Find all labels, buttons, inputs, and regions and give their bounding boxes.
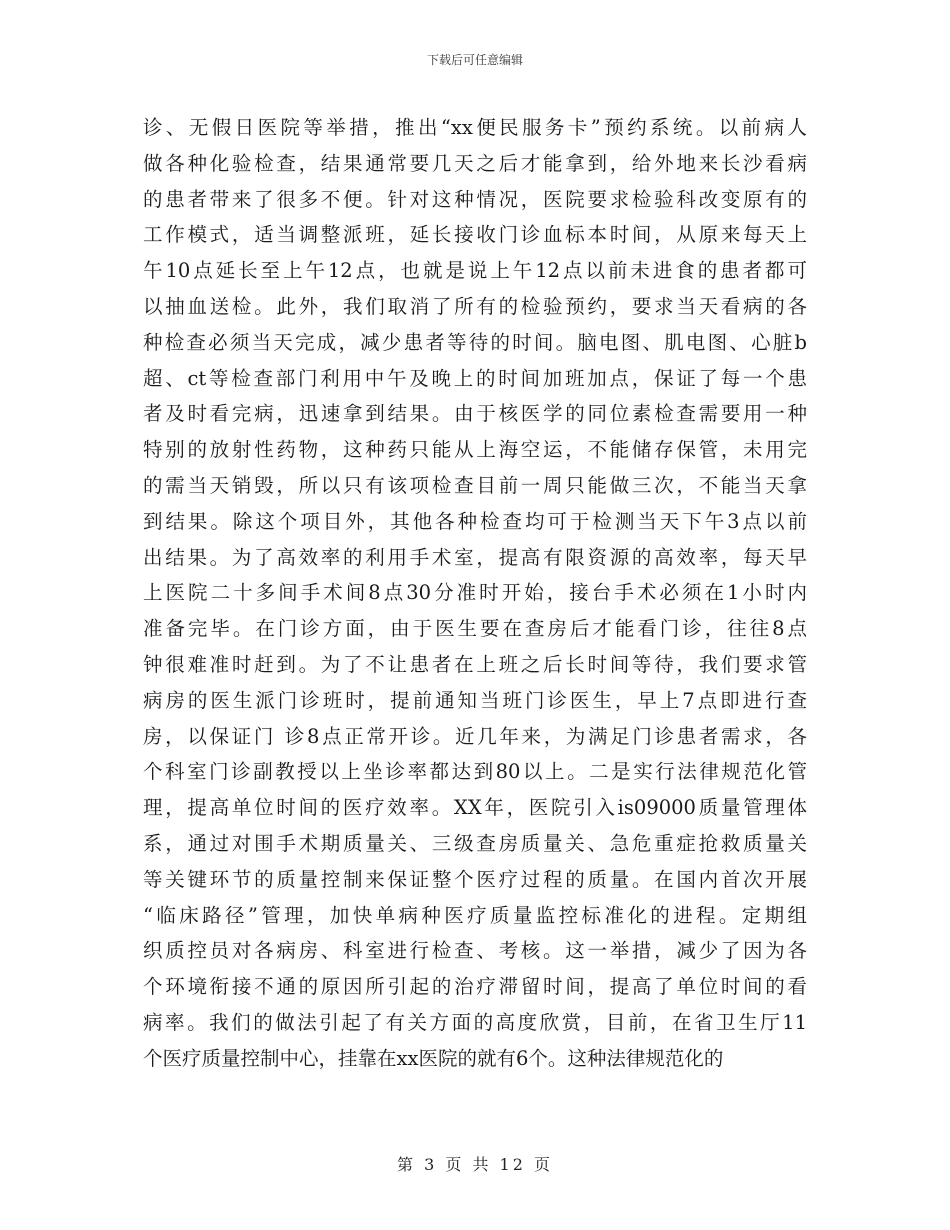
- text-line: 做各种化验检查，结果通常要几天之后才能拿到，给外地来长沙看病: [143, 151, 807, 175]
- text-line: 织质控员对各病房、科室进行检查、考核。这一举措，减少了因为各: [143, 939, 807, 963]
- text-line: 个科室门诊副教授以上坐诊率都达到80以上。二是实行法律规范化管: [143, 760, 807, 784]
- text-line: 房，以保证门 诊8点正常开诊。近几年来，为满足门诊患者需求，各: [143, 724, 807, 748]
- text-line: 以抽血送检。此外，我们取消了所有的检验预约，要求当天看病的各: [143, 294, 807, 318]
- text-line: 个医疗质量控制中心，挂靠在xx医院的就有6个。这种法律规范化的: [143, 1046, 724, 1070]
- text-line: 诊、无假日医院等举措，推出“xx便民服务卡”预约系统。以前病人: [143, 116, 807, 139]
- text-line: 上医院二十多间手术间8点30分准时开始，接台手术必须在1小时内: [143, 581, 807, 605]
- text-line: 种检查必须当天完成，减少患者等待的时间。脑电图、肌电图、心脏b: [143, 330, 807, 354]
- text-line: 工作模式，适当调整派班，延长接收门诊血标本时间，从原来每天上: [143, 223, 807, 247]
- text-line: 系，通过对围手术期质量关、三级查房质量关、急危重症抢救质量关: [143, 831, 807, 855]
- text-line: 超、ct等检查部门利用中午及晚上的时间加班加点，保证了每一个患: [143, 366, 807, 390]
- text-line: “临床路径”管理，加快单病种医疗质量监控标准化的进程。定期组: [143, 903, 807, 927]
- text-line: 钟很难准时赶到。为了不让患者在上班之后长时间等待，我们要求管: [143, 652, 807, 676]
- text-line: 病率。我们的做法引起了有关方面的高度欣赏，目前，在省卫生厅11: [143, 1010, 807, 1034]
- text-line: 病房的医生派门诊班时，提前通知当班门诊医生，早上7点即进行查: [143, 688, 807, 712]
- text-line: 的患者带来了很多不便。针对这种情况，医院要求检验科改变原有的: [143, 187, 807, 211]
- text-line: 者及时看完病，迅速拿到结果。由于核医学的同位素检查需要用一种: [143, 402, 807, 426]
- text-line: 准备完毕。在门诊方面，由于医生要在查房后才能看门诊，往往8点: [143, 617, 807, 641]
- page-number-footer: 第 3 页 共 12 页: [397, 1155, 553, 1174]
- text-line: 个环境衔接不通的原因所引起的治疗滞留时间，提高了单位时间的看: [143, 975, 807, 999]
- text-line: 出结果。为了高效率的利用手术室，提高有限资源的高效率，每天早: [143, 545, 807, 569]
- text-line: 午10点延长至上午12点，也就是说上午12点以前未进食的患者都可: [143, 259, 807, 283]
- text-line: 理，提高单位时间的医疗效率。XX年，医院引入is09000质量管理体: [143, 796, 807, 820]
- page-header: 下载后可任意编辑: [426, 53, 523, 67]
- text-line: 等关键环节的质量控制来保证整个医疗过程的质量。在国内首次开展: [143, 867, 807, 891]
- text-line: 的需当天销毁，所以只有该项检查目前一周只能做三次，不能当天拿: [143, 473, 807, 497]
- text-line: 到结果。除这个项目外，其他各种检查均可于检测当天下午3点以前: [143, 509, 807, 533]
- text-line: 特别的放射性药物，这种药只能从上海空运，不能储存保管，未用完: [143, 438, 807, 462]
- body-paragraph: [143, 110, 807, 1077]
